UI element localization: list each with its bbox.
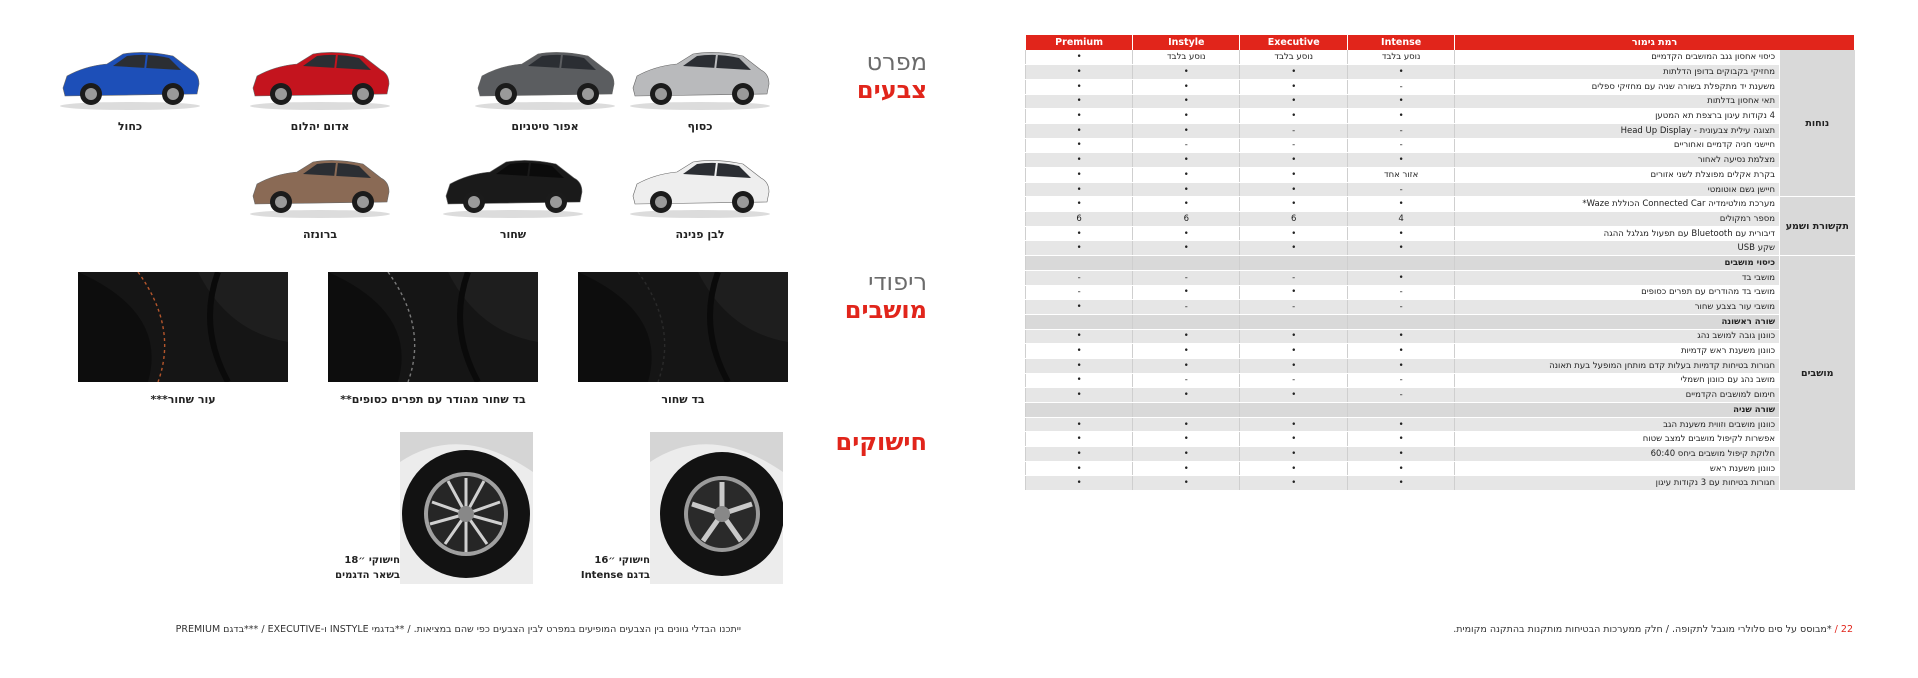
feature-cell: מושבי בד xyxy=(1455,270,1780,285)
value-cell: • xyxy=(1133,285,1240,300)
rims-title: חישוקים xyxy=(835,428,927,456)
row2-car-image-1 xyxy=(438,150,588,220)
upholstery-swatch-2 xyxy=(78,272,288,382)
table-row xyxy=(1026,138,1855,153)
value-cell xyxy=(1240,403,1348,418)
value-cell: • xyxy=(1026,123,1133,138)
wheel-16-label xyxy=(520,553,650,583)
value-cell: • xyxy=(1348,432,1455,447)
upholstery-title-line2: מושבים xyxy=(844,296,927,324)
value-cell: • xyxy=(1133,153,1240,168)
table-row xyxy=(1026,94,1855,109)
page-number: 22 xyxy=(1840,624,1853,635)
table-row xyxy=(1026,461,1855,476)
value-cell: • xyxy=(1026,65,1133,80)
table-row xyxy=(1026,285,1855,300)
value-cell: • xyxy=(1240,358,1348,373)
value-cell: • xyxy=(1133,109,1240,124)
value-cell: • xyxy=(1240,197,1348,212)
feature-cell: משענת יד מתקפלת בשורה שניה עם מחזיקי ספלים xyxy=(1455,79,1780,94)
value-cell: • xyxy=(1026,197,1133,212)
value-cell: • xyxy=(1133,329,1240,344)
value-cell: • xyxy=(1133,168,1240,183)
category-cell: נוחות xyxy=(1780,50,1855,197)
feature-cell: כוונון גובה למושב נהג xyxy=(1455,329,1780,344)
table-row xyxy=(1026,447,1855,462)
value-cell: • xyxy=(1348,241,1455,256)
table-row xyxy=(1026,329,1855,344)
value-cell xyxy=(1348,314,1455,329)
feature-cell: בקרת אקלים מפוצלת לשני אזורים xyxy=(1455,168,1780,183)
value-cell: • xyxy=(1133,461,1240,476)
table-row xyxy=(1026,256,1855,271)
row1-car-image-2 xyxy=(245,42,395,112)
value-cell: • xyxy=(1026,138,1133,153)
table-row xyxy=(1026,123,1855,138)
upholstery-label-0: בד שחור xyxy=(661,393,705,406)
table-row xyxy=(1026,403,1855,418)
feature-cell: כיסוי מושבים xyxy=(1455,256,1780,271)
value-cell: • xyxy=(1133,94,1240,109)
row2-color-label-0: לבן פנינה xyxy=(675,228,725,241)
table-row xyxy=(1026,300,1855,315)
equipment-spec-table xyxy=(1025,35,1855,491)
value-cell: - xyxy=(1348,182,1455,197)
value-cell: • xyxy=(1240,476,1348,491)
row2-color-label-2: ברונזה xyxy=(302,228,338,241)
feature-cell: תצוגה עילית צבעונית - Head Up Display xyxy=(1455,123,1780,138)
table-header-row xyxy=(1026,35,1855,50)
feature-cell: אפשרות לקיפול מושבים למצב שטוח xyxy=(1455,432,1780,447)
value-cell xyxy=(1133,403,1240,418)
feature-cell: מושב נהג עם כוונון חשמלי xyxy=(1455,373,1780,388)
row2-car-image-2 xyxy=(245,150,395,220)
feature-cell: מצלמת נסיעה לאחור xyxy=(1455,153,1780,168)
value-cell: • xyxy=(1240,447,1348,462)
value-cell: • xyxy=(1240,241,1348,256)
value-cell: - xyxy=(1240,373,1348,388)
value-cell: • xyxy=(1133,65,1240,80)
value-cell: נוסע בלבד xyxy=(1240,50,1348,65)
value-cell: נוסע בלבד xyxy=(1133,50,1240,65)
page-footer xyxy=(1453,624,1853,635)
feature-cell: שקע USB xyxy=(1455,241,1780,256)
feature-cell: כוונון משענת ראש קדמיות xyxy=(1455,344,1780,359)
value-cell: • xyxy=(1026,432,1133,447)
value-cell: - xyxy=(1348,300,1455,315)
table-row xyxy=(1026,168,1855,183)
value-cell: • xyxy=(1348,65,1455,80)
row2-color-label-1: שחור xyxy=(499,228,527,241)
row1-car-image-1 xyxy=(470,42,620,112)
value-cell: • xyxy=(1026,241,1133,256)
value-cell: • xyxy=(1348,461,1455,476)
feature-cell: שורה שניה xyxy=(1455,403,1780,418)
value-cell: • xyxy=(1133,226,1240,241)
feature-cell: תאי אחסון בדלתות xyxy=(1455,94,1780,109)
value-cell: • xyxy=(1026,168,1133,183)
row1-color-label-0: כסוף xyxy=(687,120,713,133)
value-cell: • xyxy=(1133,432,1240,447)
value-cell: אזור אחד xyxy=(1348,168,1455,183)
value-cell xyxy=(1240,256,1348,271)
value-cell xyxy=(1026,403,1133,418)
value-cell: • xyxy=(1026,226,1133,241)
header-premium: Premium xyxy=(1026,35,1133,50)
upholstery-swatch-0 xyxy=(578,272,788,382)
value-cell: - xyxy=(1240,138,1348,153)
value-cell: • xyxy=(1026,447,1133,462)
value-cell xyxy=(1026,256,1133,271)
value-cell: • xyxy=(1026,109,1133,124)
row1-color-label-1: אפור טיטניום xyxy=(511,120,579,133)
wheel-18-line2: בשאר הדגמים xyxy=(335,570,400,581)
value-cell: • xyxy=(1026,461,1133,476)
wheel-16-line2: בדגם Intense xyxy=(580,570,650,581)
footer-text: *מבוסס על סים סלולרי מוגבל לתקופה. / חלק ממערכות הבטיחות מותקנות בהתקנה מקומית. xyxy=(1453,624,1832,635)
feature-cell: חיישן גשם אוטומטי xyxy=(1455,182,1780,197)
table-row xyxy=(1026,358,1855,373)
value-cell xyxy=(1133,256,1240,271)
table-row xyxy=(1026,197,1855,212)
page-separator: / xyxy=(1831,624,1838,635)
value-cell: 4 xyxy=(1348,212,1455,227)
header-instyle: Instyle xyxy=(1133,35,1240,50)
wheel-16-image xyxy=(650,432,783,584)
header-intense: Intense xyxy=(1348,35,1455,50)
value-cell: • xyxy=(1026,79,1133,94)
value-cell: • xyxy=(1240,388,1348,403)
value-cell: • xyxy=(1133,447,1240,462)
value-cell: • xyxy=(1133,241,1240,256)
value-cell: • xyxy=(1240,65,1348,80)
value-cell: • xyxy=(1133,417,1240,432)
table-row xyxy=(1026,226,1855,241)
feature-cell: מערכת מולטימדיה Connected Car הכוללת Waze* xyxy=(1455,197,1780,212)
table-row xyxy=(1026,373,1855,388)
upholstery-section-title xyxy=(817,268,927,324)
table-row xyxy=(1026,417,1855,432)
value-cell: • xyxy=(1348,447,1455,462)
feature-cell: חגורות בטיחות קדמיות בעלות קדם מותחן המופעל בעת תאונה xyxy=(1455,358,1780,373)
value-cell: - xyxy=(1240,300,1348,315)
table-row xyxy=(1026,50,1855,65)
row1-car-image-3 xyxy=(55,42,205,112)
value-cell: • xyxy=(1240,94,1348,109)
table-row xyxy=(1026,432,1855,447)
table-row xyxy=(1026,314,1855,329)
value-cell: • xyxy=(1240,432,1348,447)
value-cell: - xyxy=(1348,388,1455,403)
value-cell: 6 xyxy=(1240,212,1348,227)
row1-color-label-2: אדום יהלום xyxy=(290,120,350,133)
value-cell: - xyxy=(1348,373,1455,388)
value-cell: • xyxy=(1133,197,1240,212)
category-cell: תקשורת ושמע xyxy=(1780,197,1855,256)
value-cell: • xyxy=(1026,329,1133,344)
wheel-18-line1: חישוקי ״18 xyxy=(344,555,400,566)
table-row xyxy=(1026,270,1855,285)
row1-color-label-3: כחול xyxy=(117,120,143,133)
value-cell: • xyxy=(1026,94,1133,109)
feature-cell: דיבורית עם Bluetooth עם תפעול מגלגל ההגה xyxy=(1455,226,1780,241)
feature-cell: מספר רמקולים xyxy=(1455,212,1780,227)
value-cell: • xyxy=(1348,344,1455,359)
value-cell: - xyxy=(1026,270,1133,285)
value-cell: • xyxy=(1026,50,1133,65)
feature-cell: חיישני חניה קדמיים ואחוריים xyxy=(1455,138,1780,153)
upholstery-label-2: עור שחור*** xyxy=(150,393,216,406)
value-cell: • xyxy=(1026,153,1133,168)
upholstery-swatch-1 xyxy=(328,272,538,382)
value-cell: - xyxy=(1240,123,1348,138)
value-cell: • xyxy=(1240,226,1348,241)
value-cell: • xyxy=(1240,168,1348,183)
value-cell: • xyxy=(1026,388,1133,403)
value-cell: • xyxy=(1240,109,1348,124)
value-cell: • xyxy=(1240,182,1348,197)
colors-section-title xyxy=(817,48,927,104)
value-cell: • xyxy=(1348,153,1455,168)
value-cell: • xyxy=(1026,476,1133,491)
value-cell xyxy=(1240,314,1348,329)
feature-cell: כיסוי אחסון גגב המושבים הקדמיים xyxy=(1455,50,1780,65)
table-row xyxy=(1026,79,1855,94)
upholstery-label-1: בד שחור מהודר עם תפרים כסופים** xyxy=(340,393,526,406)
feature-cell: כוונון מושבים וזווית משענת הגב xyxy=(1455,417,1780,432)
value-cell xyxy=(1348,403,1455,418)
table-row xyxy=(1026,476,1855,491)
table-row xyxy=(1026,212,1855,227)
value-cell: • xyxy=(1348,417,1455,432)
wheel-18-image xyxy=(400,432,533,584)
value-cell: • xyxy=(1240,417,1348,432)
value-cell: 6 xyxy=(1133,212,1240,227)
feature-cell: חלוקת קיפול מושבים ביחס 60:40 xyxy=(1455,447,1780,462)
left-footnote: ייתכנו הבדלי גוונים בין הצבעים המופיעים במפרט לבין הצבעים כפי שהם במציאות. / **בדגמי INSTYLE ו-EXECUTIVE / ***בדגם PREMIUM xyxy=(175,624,741,635)
value-cell: • xyxy=(1133,182,1240,197)
value-cell: • xyxy=(1240,344,1348,359)
value-cell: • xyxy=(1348,358,1455,373)
value-cell: • xyxy=(1348,329,1455,344)
value-cell: - xyxy=(1240,270,1348,285)
value-cell: - xyxy=(1026,285,1133,300)
table-row xyxy=(1026,109,1855,124)
row1-car-image-0 xyxy=(625,42,775,112)
header-executive: Executive xyxy=(1240,35,1348,50)
value-cell: • xyxy=(1348,109,1455,124)
value-cell: • xyxy=(1026,358,1133,373)
colors-title-line1: מפרט xyxy=(866,48,927,76)
value-cell: • xyxy=(1348,197,1455,212)
value-cell: • xyxy=(1240,153,1348,168)
value-cell: • xyxy=(1240,461,1348,476)
rims-section-title xyxy=(817,428,927,456)
wheel-16-line1: חישוקי ״16 xyxy=(594,555,650,566)
feature-cell: כוונון משענת ראש xyxy=(1455,461,1780,476)
wheel-18-label xyxy=(270,553,400,583)
feature-cell: שורה ראשונה xyxy=(1455,314,1780,329)
value-cell: • xyxy=(1026,182,1133,197)
value-cell: • xyxy=(1348,270,1455,285)
value-cell xyxy=(1348,256,1455,271)
feature-cell: מושבי עור בצבע שחור xyxy=(1455,300,1780,315)
header-trim-level: רמת גימור xyxy=(1455,35,1855,50)
feature-cell: חגורות בטיחות עם 3 נקודות עיגון xyxy=(1455,476,1780,491)
feature-cell: מושבי בד מהודרים עם תפרים כסופים xyxy=(1455,285,1780,300)
feature-cell: מחזיקי בקבוקים בדופן הדלתות xyxy=(1455,65,1780,80)
value-cell: • xyxy=(1133,344,1240,359)
value-cell: נוסע בלבד xyxy=(1348,50,1455,65)
value-cell: - xyxy=(1348,123,1455,138)
value-cell: - xyxy=(1348,285,1455,300)
value-cell: • xyxy=(1026,344,1133,359)
value-cell: • xyxy=(1240,79,1348,94)
specs-table-page xyxy=(959,0,1918,678)
value-cell: • xyxy=(1240,285,1348,300)
table-row xyxy=(1026,388,1855,403)
category-cell: מושבים xyxy=(1780,256,1855,491)
table-row xyxy=(1026,153,1855,168)
value-cell: • xyxy=(1133,79,1240,94)
value-cell: - xyxy=(1348,138,1455,153)
value-cell: • xyxy=(1133,388,1240,403)
table-row xyxy=(1026,182,1855,197)
row2-car-image-0 xyxy=(625,150,775,220)
value-cell: • xyxy=(1133,476,1240,491)
value-cell: • xyxy=(1348,94,1455,109)
value-cell xyxy=(1133,314,1240,329)
feature-cell: 4 נקודות עיגון ברצפת תא המטען xyxy=(1455,109,1780,124)
value-cell: • xyxy=(1133,123,1240,138)
table-row xyxy=(1026,344,1855,359)
feature-cell: חימום למושבים הקדמיים xyxy=(1455,388,1780,403)
value-cell: • xyxy=(1240,329,1348,344)
value-cell xyxy=(1026,314,1133,329)
value-cell: • xyxy=(1133,358,1240,373)
value-cell: - xyxy=(1348,79,1455,94)
table-row xyxy=(1026,65,1855,80)
table-row xyxy=(1026,241,1855,256)
value-cell: • xyxy=(1348,476,1455,491)
value-cell: • xyxy=(1026,373,1133,388)
value-cell: 6 xyxy=(1026,212,1133,227)
value-cell: - xyxy=(1133,270,1240,285)
value-cell: - xyxy=(1133,138,1240,153)
value-cell: • xyxy=(1026,417,1133,432)
value-cell: • xyxy=(1348,226,1455,241)
value-cell: - xyxy=(1133,373,1240,388)
value-cell: • xyxy=(1026,300,1133,315)
colors-title-line2: צבעים xyxy=(856,76,927,104)
upholstery-title-line1: ריפודי xyxy=(868,268,927,296)
value-cell: - xyxy=(1133,300,1240,315)
